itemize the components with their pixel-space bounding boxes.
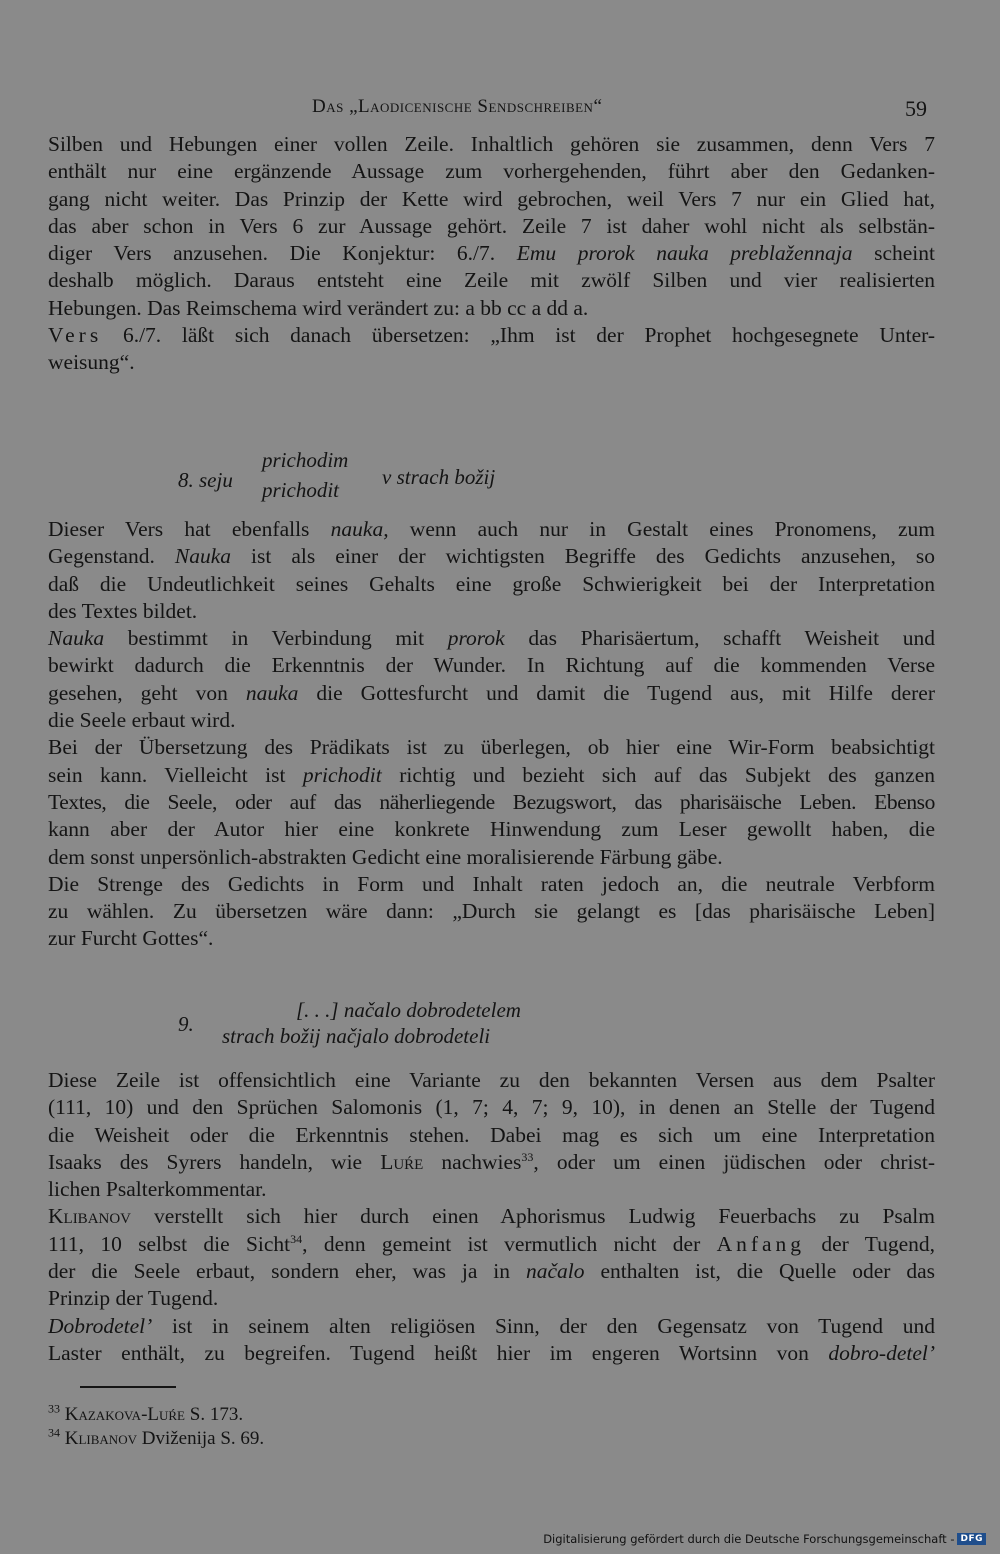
text-line: Die Strenge des Gedichts in Form und Inhalt raten jedoch an, die neutrale Verbform <box>48 871 935 896</box>
text-line: Silben und Hebungen einer vollen Zeile. Inhaltlich gehören sie zusammen, denn Vers 7 <box>48 132 935 156</box>
dfg-logo-icon: DFG <box>957 1533 986 1545</box>
footnote-33: $^{33}$ Kazakova-Luŕe S. 173. <box>48 1401 244 1425</box>
text-line: Textes, die Seele, oder auf das näherliegende Bezugswort, das pharisäische Leben. Ebenso <box>48 789 935 814</box>
verse-9-number: 9. <box>178 1012 194 1036</box>
text-line: kann aber der Autor hier eine konkrete Hinwendung zum Leser gewollt haben, die <box>48 817 935 842</box>
text-line: der die Seele erbaut, sondern eher, was ja in načalo enthalten ist, die Quelle oder das <box>48 1259 936 1284</box>
text-line: zu wählen. Zu übersetzen wäre dann: „Durch sie gelangt es [das pharisäische Leben] <box>48 899 935 924</box>
credit-text: Digitalisierung gefördert durch die Deutsche Forschungsgemeinschaft - <box>543 1532 955 1546</box>
verse-8-rest: v strach božij <box>382 465 496 489</box>
text-line: Laster enthält, zu begreifen. Tugend heißt hier im engeren Wortsinn von dobro-detel’ <box>48 1340 936 1365</box>
running-head: Das „Laodicenische Sendschreiben“ <box>312 96 603 117</box>
verse-9-line-2: strach božij načjalo dobrodeteli <box>222 1024 491 1048</box>
text-line: diger Vers anzusehen. Die Konjektur: 6./7. Emu prorok nauka preblažennaja scheint <box>48 241 936 266</box>
text-line: Klibanov verstellt sich hier durch einen Aphorismus Ludwig Feuerbachs zu Psalm <box>48 1204 936 1229</box>
text-line: Vers 6./7. läßt sich danach übersetzen: „Ihm ist der Prophet hochgesegnete Unter- <box>48 323 935 348</box>
text-line: daß die Undeutlichkeit seines Gehalts eine große Schwierigkeit bei der Interpretation <box>48 571 935 596</box>
text-line: Gegenstand. Nauka ist als einer der wichtigsten Begriffe des Gedichts anzusehen, so <box>48 544 936 569</box>
text-line: des Textes bildet. <box>48 598 198 623</box>
footnote-34: $^{34}$ Klibanov Dviženija S. 69. <box>48 1425 265 1449</box>
text-line: Dobrodetel’ ist in seinem alten religiösen Sinn, der den Gegensatz von Tugend und <box>48 1313 936 1338</box>
verse-8-number: 8. seju <box>178 468 233 492</box>
text-line: (111, 10) und den Sprüchen Salomonis (1, 7; 4, 7; 9, 10), in denen an Stelle der Tugend <box>48 1095 935 1120</box>
footnote-rule <box>80 1386 176 1388</box>
text-line: Nauka bestimmt in Verbindung mit prorok das Pharisäertum, schafft Weisheit und <box>48 626 936 651</box>
text-line: Bei der Übersetzung des Prädikats ist zu überlegen, ob hier eine Wir-Form beabsichtigt <box>48 735 935 760</box>
paragraph-1 <box>48 131 935 377</box>
text-line: die Weisheit oder die Erkenntnis stehen. Dabei mag es sich um eine Interpretation <box>48 1122 935 1147</box>
text-line: sein kann. Vielleicht ist prichodit richtig und bezieht sich auf das Subjekt des ganzen <box>48 762 936 787</box>
text-line: Prinzip der Tugend. <box>48 1286 219 1311</box>
text-line: die Seele erbaut wird. <box>48 708 236 733</box>
page-number: 59 <box>905 96 927 121</box>
text-line: bewirkt dadurch die Erkenntnis der Wunder. In Richtung auf die kommenden Verse <box>48 653 935 678</box>
paragraph-3 <box>48 1067 935 1367</box>
text-line: Dieser Vers hat ebenfalls nauka, wenn auch nur in Gestalt eines Pronomens, zum <box>48 517 936 541</box>
text-line: gang nicht weiter. Das Prinzip der Kette wird gebrochen, weil Vers 7 nur ein Glied hat, <box>48 186 935 211</box>
text-line: gesehen, geht von nauka die Gottesfurcht und damit die Tugend aus, mit Hilfe derer <box>48 680 936 705</box>
text-line: deshalb möglich. Daraus entsteht eine Zeile mit zwölf Silben und vier realisierten <box>48 268 935 293</box>
text-line: zur Furcht Gottes“. <box>48 926 214 951</box>
digitization-credit <box>543 1532 986 1546</box>
text-line: Diese Zeile ist offensichtlich eine Variante zu den bekannten Versen aus dem Psalter <box>48 1068 935 1092</box>
text-line: lichen Psalterkommentar. <box>48 1177 267 1202</box>
verse-9-line-1: [. . .] načalo dobrodetelem <box>296 998 521 1022</box>
text-line: Hebungen. Das Reimschema wird verändert zu: a bb cc a dd a. <box>48 295 589 320</box>
text-line: das aber schon in Vers 6 zur Aussage gehört. Zeile 7 ist daher wohl nicht als selbstän- <box>48 213 935 238</box>
text-line: dem sonst unpersönlich-abstrakten Gedicht eine moralisierende Färbung gäbe. <box>48 844 723 869</box>
text-line: Isaaks des Syrers handeln, wie Luŕe nachwies$^{33}$, oder um einen jüdischen oder christ- <box>48 1149 935 1174</box>
text-line: weisung“. <box>48 350 135 375</box>
paragraph-2 <box>48 516 935 953</box>
text-line: enthält nur eine ergänzende Aussage zum vorhergehenden, führt aber den Gedanken- <box>48 159 935 184</box>
text-line: 111, 10 selbst die Sicht$^{34}$, denn gemeint ist vermutlich nicht der Anfang der Tugend, <box>48 1231 935 1256</box>
verse-8-variant-bottom: prichodit <box>262 478 339 502</box>
verse-8-variant-top: prichodim <box>262 448 349 472</box>
